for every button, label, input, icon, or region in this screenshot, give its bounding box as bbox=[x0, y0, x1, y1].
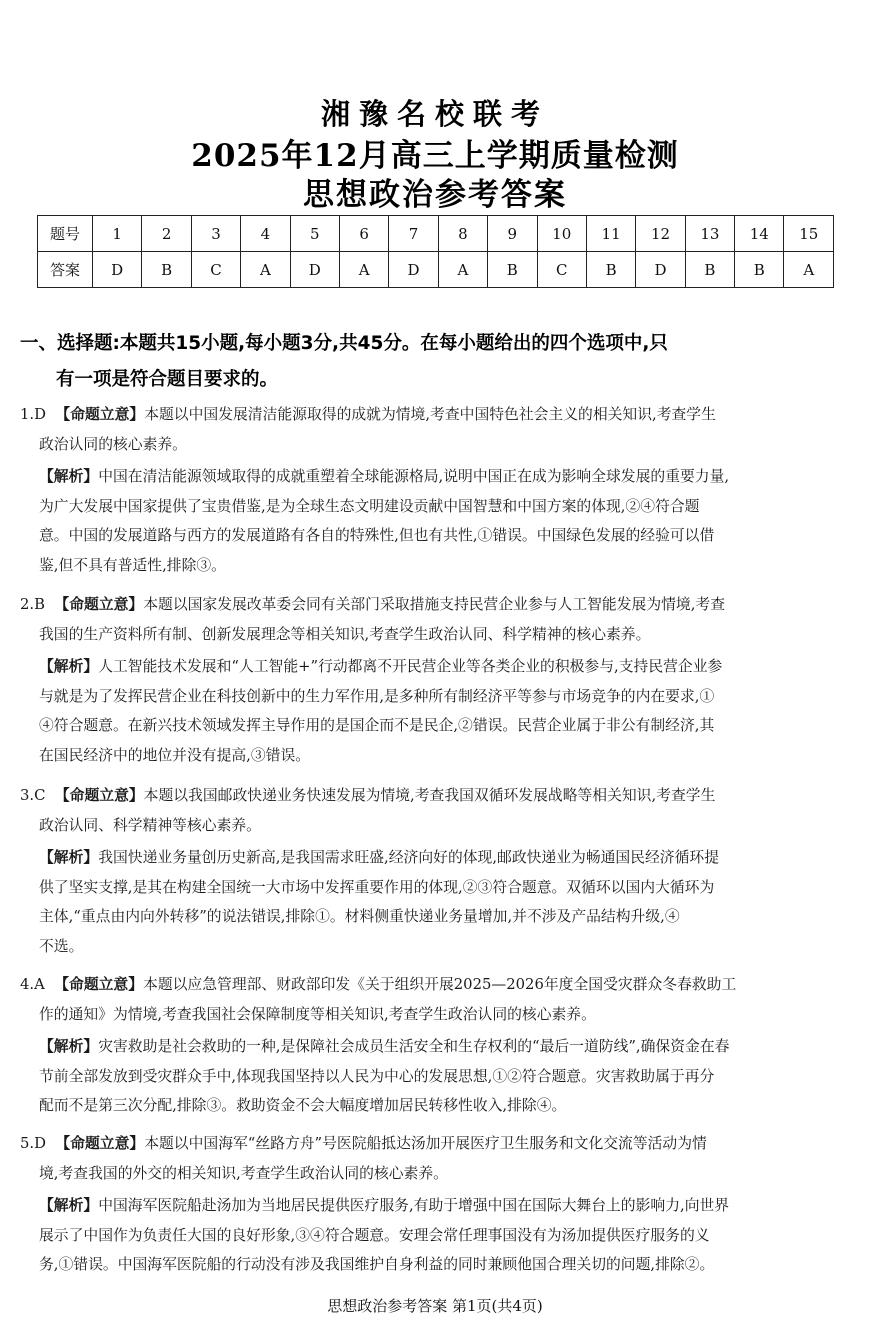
question-1 bbox=[20, 400, 850, 580]
section-heading-line-2: 有一项是符合题目要求的。 bbox=[56, 369, 279, 390]
analysis-text: ④符合题意。在新兴技术领域发挥主导作用的是国企而不是民企,②错误。民营企业属于非公有制经济,其 bbox=[39, 717, 715, 734]
question-4 bbox=[20, 970, 850, 1121]
analysis-tag: 【解析】 bbox=[39, 468, 99, 485]
question-number-cell: 7 bbox=[389, 216, 438, 252]
header-line-2: 2025年12月高三上学期质量检测 bbox=[191, 138, 679, 174]
analysis-text: 意。中国的发展道路与西方的发展道路有各自的特殊性,但也有共性,①错误。中国绿色发展的经验可以借 bbox=[39, 527, 715, 544]
analysis-text: 务,①错误。中国海军医院船的行动没有涉及我国维护自身利益的同时兼顾他国合理关切的问题,排除②。 bbox=[39, 1256, 715, 1273]
question-label: 3.C bbox=[20, 787, 46, 804]
analysis-tag: 【解析】 bbox=[39, 1038, 99, 1055]
answer-table bbox=[37, 215, 834, 288]
analysis-text: 在国民经济中的地位并没有提高,③错误。 bbox=[39, 746, 311, 764]
question-number-cell: 2 bbox=[142, 216, 191, 252]
answer-cell: C bbox=[537, 252, 586, 288]
question-label: 4.A bbox=[20, 976, 45, 993]
answer-cell: A bbox=[241, 252, 290, 288]
intent-text: 本题以中国发展清洁能源取得的成就为情境,考查中国特色社会主义的相关知识,考查学生 bbox=[144, 406, 716, 423]
question-3 bbox=[20, 781, 850, 961]
intent-tag: 【命题立意】 bbox=[54, 976, 144, 993]
analysis-text: 配而不是第三次分配,排除③。救助资金不会大幅度增加居民转移性收入,排除④。 bbox=[39, 1097, 567, 1114]
question-number-cell: 14 bbox=[735, 216, 784, 252]
header-line-1: 湘豫名校联考 bbox=[320, 97, 549, 131]
intent-text: 本题以我国邮政快递业务快速发展为情境,考查我国双循环发展战略等相关知识,考查学生 bbox=[143, 787, 716, 804]
question-number-cell: 8 bbox=[438, 216, 487, 252]
intent-text: 境,考查我国的外交的相关知识,考查学生政治认同的核心素养。 bbox=[39, 1164, 448, 1182]
analysis-text: 灾害救助是社会救助的一种,是保障社会成员生活安全和生存权利的“最后一道防线”,确保资金在春 bbox=[98, 1038, 730, 1055]
row-label-answer: 答案 bbox=[38, 252, 93, 288]
analysis-text: 鉴,但不具有普适性,排除③。 bbox=[39, 556, 226, 574]
answer-cell: C bbox=[191, 252, 240, 288]
section-heading bbox=[20, 326, 856, 398]
intent-tag: 【命题立意】 bbox=[54, 787, 144, 804]
header-line-3: 思想政治参考答案 bbox=[303, 177, 567, 213]
answer-table-number-row bbox=[38, 216, 834, 252]
question-number-cell: 3 bbox=[191, 216, 240, 252]
answer-cell: D bbox=[636, 252, 685, 288]
analysis-text: 供了坚实支撑,是其在构建全国统一大市场中发挥重要作用的体现,②③符合题意。双循环以国内大循环为 bbox=[39, 878, 715, 896]
answer-cell: B bbox=[685, 252, 734, 288]
intent-tag: 【命题立意】 bbox=[55, 1135, 145, 1152]
analysis-line bbox=[20, 843, 850, 873]
analysis-text: 不选。 bbox=[39, 937, 84, 955]
question-number-cell: 6 bbox=[339, 216, 388, 252]
question-number-cell: 5 bbox=[290, 216, 339, 252]
analysis-tag: 【解析】 bbox=[39, 1197, 99, 1214]
analysis-line bbox=[20, 462, 850, 492]
question-2-intent-line-1 bbox=[20, 590, 850, 620]
analysis-text: 我国快递业务量创历史新高,是我国需求旺盛,经济向好的体现,邮政快递业为畅通国民经济循环提 bbox=[98, 849, 719, 866]
analysis-text: 主体,“重点由内向外转移”的说法错误,排除①。材料侧重快递业务量增加,并不涉及产品结构升级,④ bbox=[39, 908, 680, 925]
question-number-cell: 9 bbox=[488, 216, 537, 252]
analysis-text: 中国海军医院船赴汤加为当地居民提供医疗服务,有助于增强中国在国际大舞台上的影响力,向世界 bbox=[98, 1197, 730, 1214]
analysis-text: 节前全部发放到受灾群众手中,体现我国坚持以人民为中心的发展思想,①②符合题意。灾害救助属于再分 bbox=[39, 1067, 715, 1085]
question-label: 2.B bbox=[20, 596, 45, 613]
question-4-intent-line-1 bbox=[20, 970, 850, 1000]
question-number-cell: 10 bbox=[537, 216, 586, 252]
intent-tag: 【命题立意】 bbox=[54, 596, 144, 613]
answer-cell: D bbox=[93, 252, 142, 288]
answer-cell: B bbox=[488, 252, 537, 288]
analysis-tag: 【解析】 bbox=[39, 849, 99, 866]
answer-cell: A bbox=[339, 252, 388, 288]
question-number-cell: 11 bbox=[586, 216, 635, 252]
section-heading-line-1: 一、选择题:本题共15小题,每小题3分,共45分。在每小题给出的四个选项中,只 bbox=[20, 333, 668, 354]
answer-cell: A bbox=[438, 252, 487, 288]
intent-text: 政治认同的核心素养。 bbox=[39, 435, 187, 453]
question-number-cell: 12 bbox=[636, 216, 685, 252]
question-3-intent-line-1 bbox=[20, 781, 850, 811]
question-number-cell: 4 bbox=[241, 216, 290, 252]
intent-text: 本题以中国海军“丝路方舟”号医院船抵达汤加开展医疗卫生服务和文化交流等活动为情 bbox=[144, 1135, 707, 1152]
analysis-tag: 【解析】 bbox=[39, 658, 99, 675]
intent-text: 政治认同、科学精神等核心素养。 bbox=[39, 816, 261, 834]
analysis-text: 中国在清洁能源领域取得的成就重塑着全球能源格局,说明中国正在成为影响全球发展的重要力量, bbox=[98, 468, 730, 485]
question-5-intent-line-1 bbox=[20, 1129, 850, 1159]
intent-tag: 【命题立意】 bbox=[55, 406, 145, 423]
answer-cell: B bbox=[735, 252, 784, 288]
intent-text: 本题以应急管理部、财政部印发《关于组织开展2025—2026年度全国受灾群众冬春救助工 bbox=[143, 976, 737, 993]
question-5 bbox=[20, 1129, 850, 1280]
question-2 bbox=[20, 590, 850, 770]
answer-cell: B bbox=[142, 252, 191, 288]
analysis-line bbox=[20, 1191, 850, 1221]
analysis-line bbox=[20, 652, 850, 682]
answer-cell: B bbox=[586, 252, 635, 288]
intent-text: 我国的生产资料所有制、创新发展理念等相关知识,考查学生政治认同、科学精神的核心素养。 bbox=[39, 625, 651, 643]
question-number-cell: 1 bbox=[93, 216, 142, 252]
row-label-question-number: 题号 bbox=[38, 216, 93, 252]
answer-table-answer-row bbox=[38, 252, 834, 288]
question-1-intent-line-1 bbox=[20, 400, 850, 430]
analysis-text: 为广大发展中国家提供了宝贵借鉴,是为全球生态文明建设贡献中国智慧和中国方案的体现,②④符合题 bbox=[39, 497, 700, 515]
answer-cell: D bbox=[389, 252, 438, 288]
analysis-text: 人工智能技术发展和“人工智能+”行动都离不开民营企业等各类企业的积极参与,支持民营企业参 bbox=[98, 658, 723, 675]
question-label: 5.D bbox=[20, 1135, 46, 1152]
question-number-cell: 13 bbox=[685, 216, 734, 252]
answer-cell: D bbox=[290, 252, 339, 288]
analysis-text: 展示了中国作为负责任大国的良好形象,③④符合题意。安理会常任理事国没有为汤加提供医疗服务的义 bbox=[39, 1226, 710, 1244]
answer-cell: A bbox=[784, 252, 834, 288]
question-number-cell: 15 bbox=[784, 216, 834, 252]
analysis-line bbox=[20, 1032, 850, 1062]
page-footer: 思想政治参考答案 第1页(共4页) bbox=[327, 1297, 543, 1315]
analysis-text: 与就是为了发挥民营企业在科技创新中的生力军作用,是多种所有制经济平等参与市场竞争的内在要求,① bbox=[39, 687, 715, 705]
intent-text: 本题以国家发展改革委会同有关部门采取措施支持民营企业参与人工智能发展为情境,考查 bbox=[143, 596, 726, 613]
question-label: 1.D bbox=[20, 406, 46, 423]
intent-text: 作的通知》为情境,考查我国社会保障制度等相关知识,考查学生政治认同的核心素养。 bbox=[39, 1005, 596, 1023]
